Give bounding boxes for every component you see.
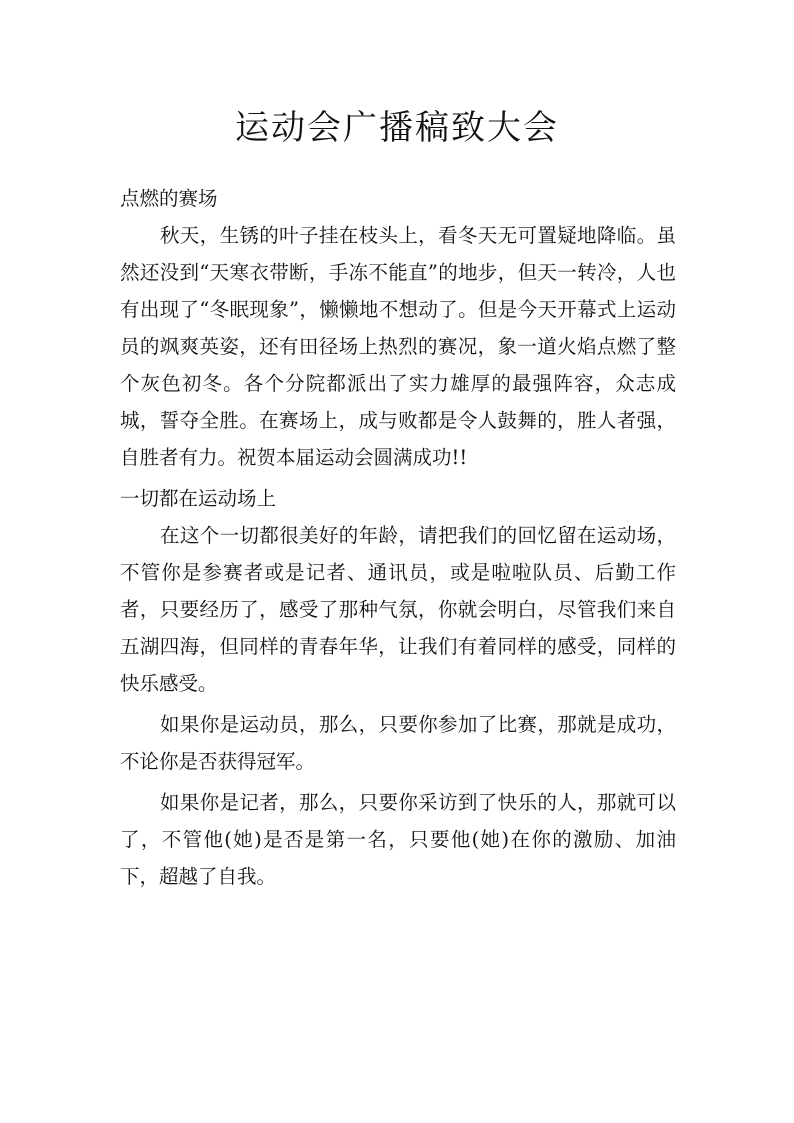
section-heading-1: 点燃的赛场	[120, 187, 218, 210]
paragraph: 在这个一切都很美好的年龄，请把我们的回忆留在运动场，不管你是参赛者或是记者、通讯员，或是啦啦队员、后勤工作者，只要经历了，感受了那种气氛，你就会明白，尽管我们来自五湖四海，但同样的青春年华，让我们有着同样的感受，同样的快乐感受。	[120, 524, 676, 695]
section-heading-2: 一切都在运动场上	[120, 487, 277, 510]
document-body	[120, 180, 676, 899]
document-title: 运动会广播稿致大会	[235, 108, 559, 148]
paragraph: 如果你是记者，那么，只要你采访到了快乐的人，那就可以了，不管他(她)是否是第一名，只要他(她)在你的激励、加油下，超越了自我。	[120, 791, 676, 888]
paragraph: 秋天，生锈的叶子挂在枝头上，看冬天无可置疑地降临。虽然还没到“天寒衣带断，手冻不能直”的地步，但天一转冷，人也有出现了“冬眠现象”，懒懒地不想动了。但是今天开幕式上运动员的飒爽英姿，还有田径场上热烈的赛况，象一道火焰点燃了整个灰色初冬。各个分院都派出了实力雄厚的最强阵容，众志成城，誓夺全胜。在赛场上，成与败都是令人鼓舞的，胜人者强，自胜者有力。祝贺本届运动会圆满成功!!	[120, 224, 676, 469]
paragraph: 如果你是运动员，那么，只要你参加了比赛，那就是成功，不论你是否获得冠军。	[120, 713, 676, 773]
